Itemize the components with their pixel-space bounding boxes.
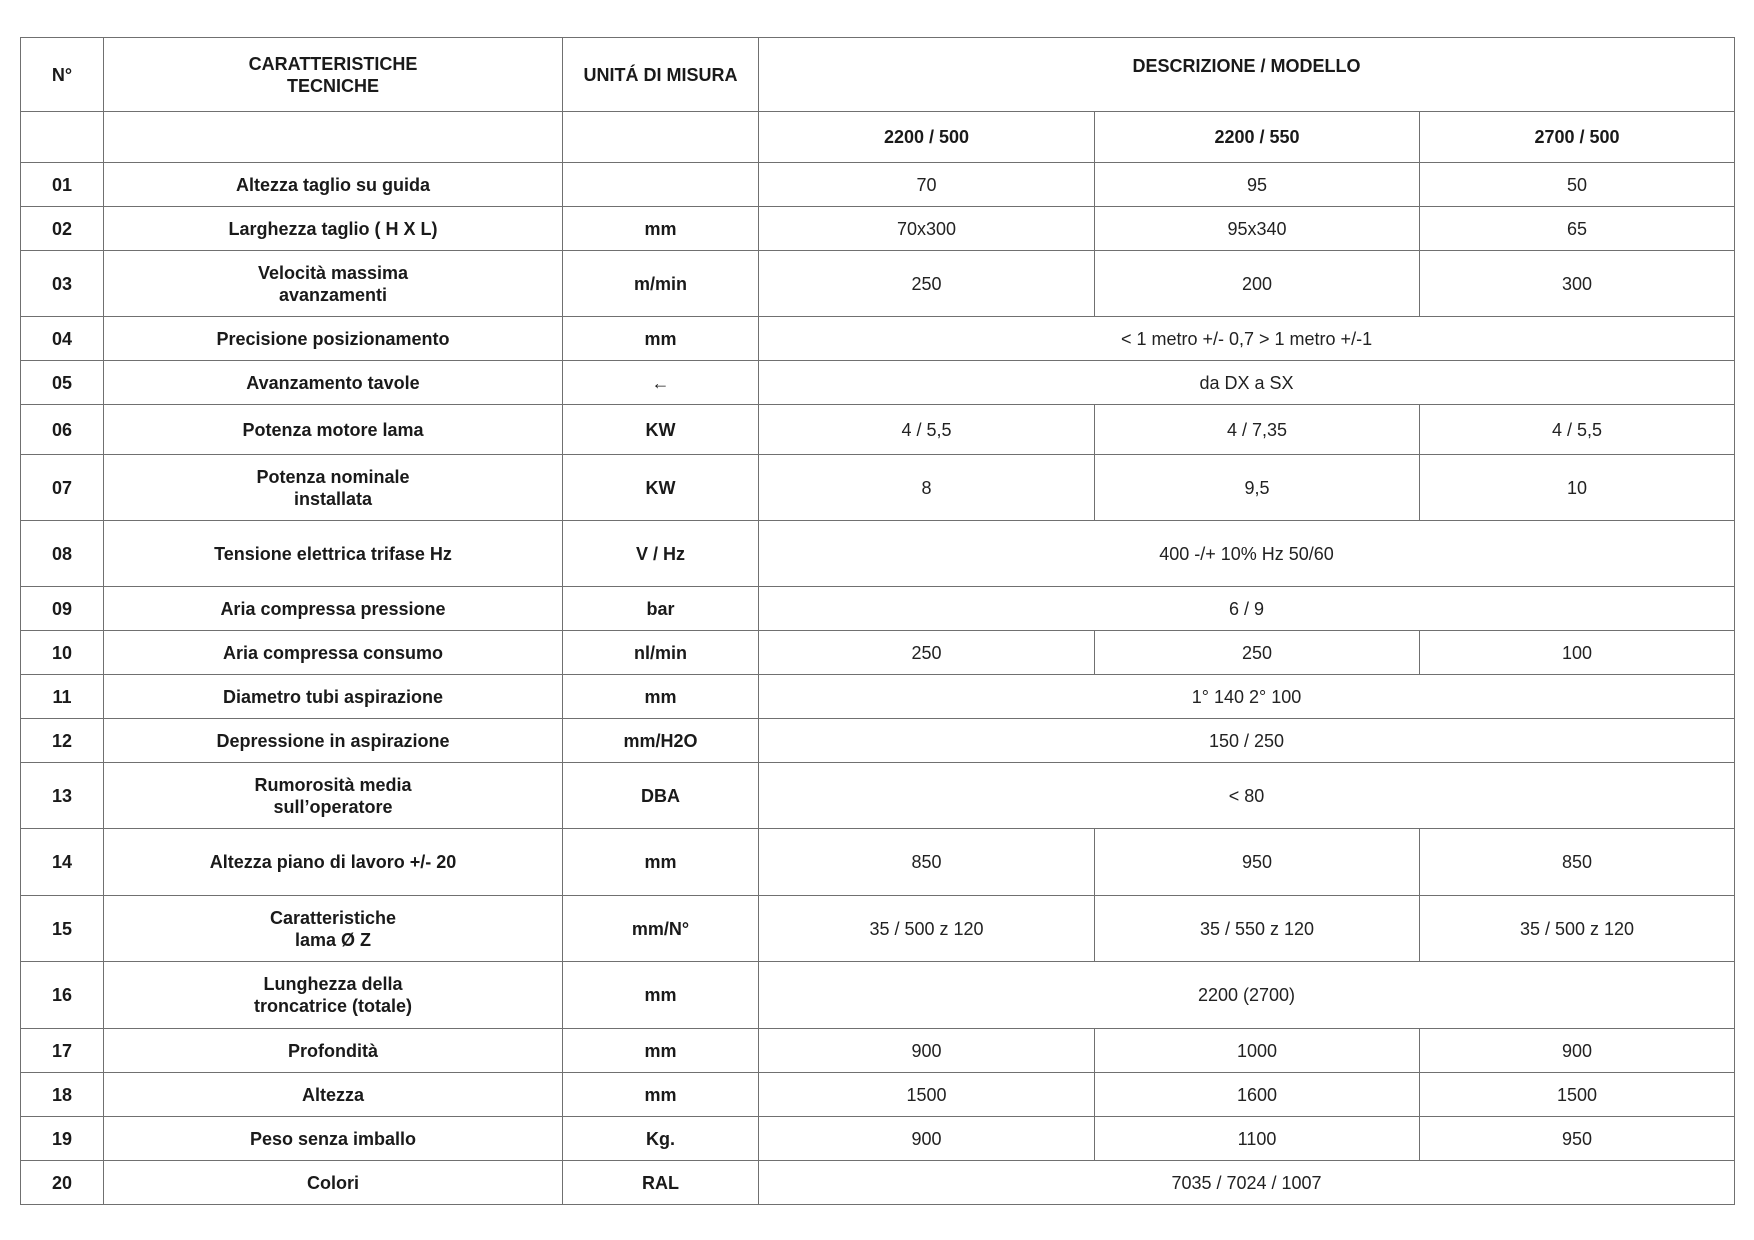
row-value: 950 xyxy=(1420,1117,1735,1161)
row-value: 50 xyxy=(1420,163,1735,207)
header-characteristics: CARATTERISTICHE TECNICHE xyxy=(104,38,563,112)
row-value: 300 xyxy=(1420,251,1735,317)
row-unit: ← xyxy=(563,361,759,405)
model-row xyxy=(21,112,1735,163)
row-value: 4 / 5,5 xyxy=(759,405,1095,455)
row-unit xyxy=(563,163,759,207)
table-row xyxy=(21,631,1735,675)
row-value: 1000 xyxy=(1095,1029,1420,1073)
row-number: 18 xyxy=(21,1073,104,1117)
table-row xyxy=(21,829,1735,896)
row-value: 95 xyxy=(1095,163,1420,207)
row-value: 35 / 500 z 120 xyxy=(759,896,1095,962)
row-label: Altezza xyxy=(104,1073,563,1117)
row-unit: mm xyxy=(563,317,759,361)
row-value: 250 xyxy=(759,631,1095,675)
row-value-merged: 400 -/+ 10% Hz 50/60 xyxy=(759,521,1735,587)
row-number: 20 xyxy=(21,1161,104,1205)
row-number: 14 xyxy=(21,829,104,896)
row-number: 17 xyxy=(21,1029,104,1073)
row-value: 4 / 5,5 xyxy=(1420,405,1735,455)
row-number: 09 xyxy=(21,587,104,631)
row-value: 1500 xyxy=(1420,1073,1735,1117)
row-label: Rumorosità media sull’operatore xyxy=(104,763,563,829)
row-value-merged: 7035 / 7024 / 1007 xyxy=(759,1161,1735,1205)
row-value: 900 xyxy=(759,1117,1095,1161)
table-row xyxy=(21,1117,1735,1161)
header-num: N° xyxy=(21,38,104,112)
header-description: DESCRIZIONE / MODELLO xyxy=(759,38,1735,112)
row-label: Peso senza imballo xyxy=(104,1117,563,1161)
row-number: 03 xyxy=(21,251,104,317)
table-row xyxy=(21,1029,1735,1073)
table-row xyxy=(21,1073,1735,1117)
row-label: Velocità massima avanzamenti xyxy=(104,251,563,317)
row-number: 11 xyxy=(21,675,104,719)
table-row xyxy=(21,763,1735,829)
row-value: 250 xyxy=(1095,631,1420,675)
row-number: 12 xyxy=(21,719,104,763)
row-number: 02 xyxy=(21,207,104,251)
row-value: 850 xyxy=(1420,829,1735,896)
row-unit: Kg. xyxy=(563,1117,759,1161)
table-row xyxy=(21,455,1735,521)
spec-sheet xyxy=(20,37,1734,1205)
table-row xyxy=(21,317,1735,361)
row-number: 01 xyxy=(21,163,104,207)
row-value: 1100 xyxy=(1095,1117,1420,1161)
row-label: Caratteristiche lama Ø Z xyxy=(104,896,563,962)
row-unit: mm/H2O xyxy=(563,719,759,763)
row-unit: mm xyxy=(563,829,759,896)
row-value: 850 xyxy=(759,829,1095,896)
row-label: Aria compressa pressione xyxy=(104,587,563,631)
table-row xyxy=(21,1161,1735,1205)
row-label: Altezza taglio su guida xyxy=(104,163,563,207)
row-number: 10 xyxy=(21,631,104,675)
row-label: Colori xyxy=(104,1161,563,1205)
table-row xyxy=(21,521,1735,587)
row-unit: mm xyxy=(563,207,759,251)
row-value: 8 xyxy=(759,455,1095,521)
row-value: 10 xyxy=(1420,455,1735,521)
row-unit: V / Hz xyxy=(563,521,759,587)
row-value: 70 xyxy=(759,163,1095,207)
row-label: Tensione elettrica trifase Hz xyxy=(104,521,563,587)
row-label: Altezza piano di lavoro +/- 20 xyxy=(104,829,563,896)
row-unit: nl/min xyxy=(563,631,759,675)
table-row xyxy=(21,962,1735,1029)
model-name: 2200 / 500 xyxy=(759,112,1095,163)
row-label: Potenza nominale installata xyxy=(104,455,563,521)
row-number: 15 xyxy=(21,896,104,962)
row-value: 1600 xyxy=(1095,1073,1420,1117)
spec-table xyxy=(20,37,1735,1205)
table-row xyxy=(21,896,1735,962)
row-value-merged: da DX a SX xyxy=(759,361,1735,405)
row-value: 900 xyxy=(1420,1029,1735,1073)
row-unit: mm/N° xyxy=(563,896,759,962)
row-value-merged: < 80 xyxy=(759,763,1735,829)
row-label: Lunghezza della troncatrice (totale) xyxy=(104,962,563,1029)
row-unit: bar xyxy=(563,587,759,631)
table-row xyxy=(21,163,1735,207)
row-unit: RAL xyxy=(563,1161,759,1205)
row-number: 19 xyxy=(21,1117,104,1161)
model-row-blank-num xyxy=(21,112,104,163)
row-number: 05 xyxy=(21,361,104,405)
table-row xyxy=(21,207,1735,251)
row-label: Avanzamento tavole xyxy=(104,361,563,405)
row-value: 4 / 7,35 xyxy=(1095,405,1420,455)
row-unit: KW xyxy=(563,455,759,521)
row-label: Larghezza taglio ( H X L) xyxy=(104,207,563,251)
row-value: 100 xyxy=(1420,631,1735,675)
row-number: 16 xyxy=(21,962,104,1029)
row-value: 200 xyxy=(1095,251,1420,317)
row-value: 35 / 500 z 120 xyxy=(1420,896,1735,962)
model-name: 2700 / 500 xyxy=(1420,112,1735,163)
row-value-merged: 1° 140 2° 100 xyxy=(759,675,1735,719)
row-number: 08 xyxy=(21,521,104,587)
row-unit: mm xyxy=(563,1073,759,1117)
row-unit: mm xyxy=(563,962,759,1029)
model-row-blank-unit xyxy=(563,112,759,163)
table-row xyxy=(21,405,1735,455)
header-row xyxy=(21,38,1735,112)
row-value: 35 / 550 z 120 xyxy=(1095,896,1420,962)
table-row xyxy=(21,719,1735,763)
row-label: Depressione in aspirazione xyxy=(104,719,563,763)
row-label: Precisione posizionamento xyxy=(104,317,563,361)
row-number: 07 xyxy=(21,455,104,521)
row-unit: m/min xyxy=(563,251,759,317)
row-value-merged: < 1 metro +/- 0,7 > 1 metro +/-1 xyxy=(759,317,1735,361)
row-value: 65 xyxy=(1420,207,1735,251)
table-row xyxy=(21,675,1735,719)
row-value-merged: 150 / 250 xyxy=(759,719,1735,763)
row-unit: KW xyxy=(563,405,759,455)
table-row xyxy=(21,587,1735,631)
row-value: 9,5 xyxy=(1095,455,1420,521)
row-value-merged: 2200 (2700) xyxy=(759,962,1735,1029)
row-value: 70x300 xyxy=(759,207,1095,251)
row-value: 950 xyxy=(1095,829,1420,896)
row-unit: mm xyxy=(563,675,759,719)
table-row xyxy=(21,361,1735,405)
row-label: Potenza motore lama xyxy=(104,405,563,455)
header-unit: UNITÁ DI MISURA xyxy=(563,38,759,112)
row-number: 04 xyxy=(21,317,104,361)
row-number: 06 xyxy=(21,405,104,455)
row-unit: mm xyxy=(563,1029,759,1073)
row-value: 1500 xyxy=(759,1073,1095,1117)
model-name: 2200 / 550 xyxy=(1095,112,1420,163)
row-unit: DBA xyxy=(563,763,759,829)
row-number: 13 xyxy=(21,763,104,829)
model-row-blank-label xyxy=(104,112,563,163)
row-value: 95x340 xyxy=(1095,207,1420,251)
row-label: Profondità xyxy=(104,1029,563,1073)
row-value-merged: 6 / 9 xyxy=(759,587,1735,631)
row-value: 250 xyxy=(759,251,1095,317)
row-label: Diametro tubi aspirazione xyxy=(104,675,563,719)
table-row xyxy=(21,251,1735,317)
row-label: Aria compressa consumo xyxy=(104,631,563,675)
row-value: 900 xyxy=(759,1029,1095,1073)
